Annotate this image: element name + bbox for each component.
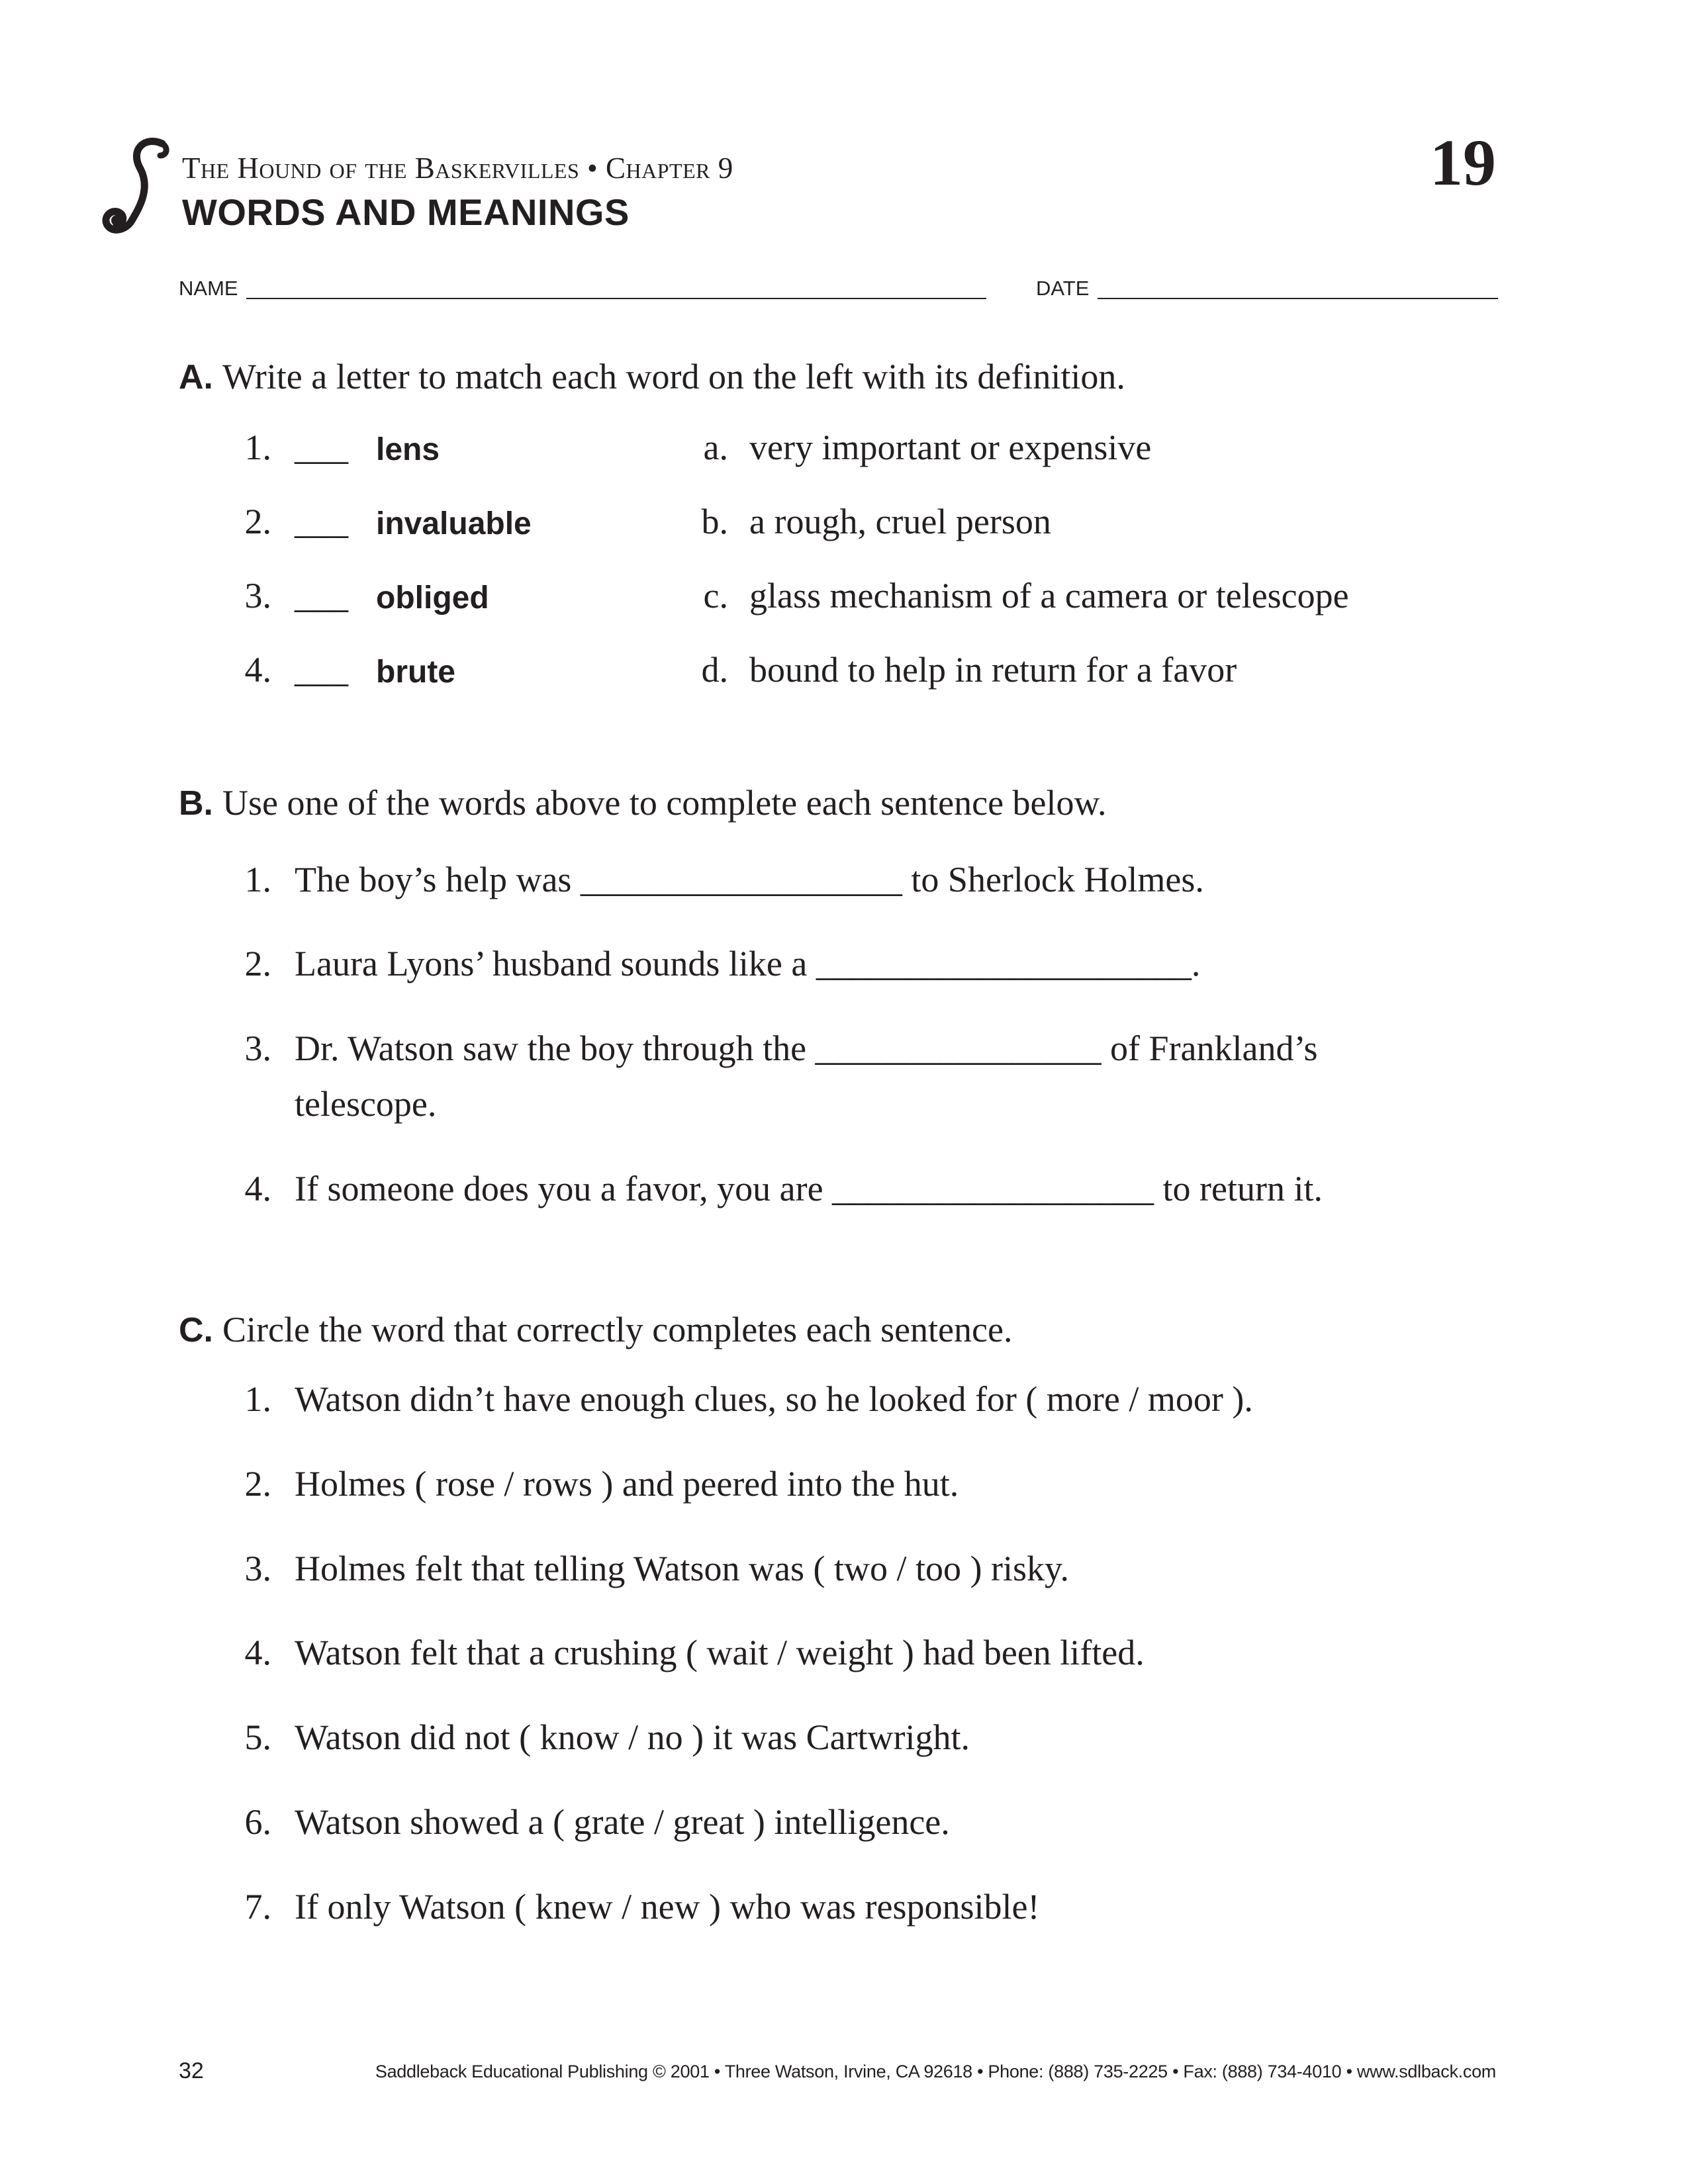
section-a-heading xyxy=(179,356,1125,397)
item-number: 4. xyxy=(244,650,271,690)
sentence[interactable]: Laura Lyons’ husband sounds like a _____________________. xyxy=(295,944,1201,983)
publisher-credit: Saddleback Educational Publishing © 2001 • Three Watson, Irvine, CA 92618 • Phone: (888) 735-2225 • Fax: (888) 734-4010 • www.sdlback.com xyxy=(375,2062,1496,2081)
section-b-instruction: Use one of the words above to complete each sentence below. xyxy=(222,783,1107,823)
definition-text: bound to help in return for a favor xyxy=(749,650,1237,690)
answer-blank[interactable]: ___ xyxy=(295,576,348,615)
sentence[interactable]: If only Watson ( knew / new ) who was responsible! xyxy=(295,1887,1040,1927)
vocab-word: lens xyxy=(376,432,440,467)
vocab-word: invaluable xyxy=(376,506,532,541)
sentence[interactable]: Watson showed a ( grate / great ) intelligence. xyxy=(295,1802,950,1842)
section-b-heading xyxy=(179,782,1107,823)
item-number: 1. xyxy=(244,428,271,467)
item-number: 3. xyxy=(244,1028,271,1068)
vocab-word: obliged xyxy=(376,580,489,615)
date-field[interactable] xyxy=(1098,298,1498,299)
name-field[interactable] xyxy=(246,298,986,299)
sentence[interactable]: Dr. Watson saw the boy through the ________________ of Frankland’s xyxy=(295,1028,1318,1068)
definition-letter: d. xyxy=(701,650,728,690)
sentence[interactable]: Holmes felt that telling Watson was ( two / too ) risky. xyxy=(295,1549,1069,1588)
answer-blank[interactable]: ___ xyxy=(295,502,348,541)
sentence[interactable]: Watson did not ( know / no ) it was Cartwright. xyxy=(295,1717,970,1757)
worksheet-title: WORDS AND MEANINGS xyxy=(182,191,630,233)
item-number: 4. xyxy=(244,1633,271,1672)
sentence-continuation: telescope. xyxy=(295,1084,437,1124)
page-number: 32 xyxy=(179,2058,204,2083)
name-label: NAME xyxy=(179,277,238,300)
item-number: 2. xyxy=(244,944,271,983)
sentence[interactable]: The boy’s help was __________________ to Sherlock Holmes. xyxy=(295,860,1204,899)
item-number: 6. xyxy=(244,1802,271,1842)
sentence[interactable]: Watson didn’t have enough clues, so he looked for ( more / moor ). xyxy=(295,1379,1253,1419)
section-a-instruction: Write a letter to match each word on the left with its definition. xyxy=(222,357,1125,396)
item-number: 4. xyxy=(244,1169,271,1208)
definition-letter: a. xyxy=(703,428,728,467)
definition-letter: c. xyxy=(703,576,728,615)
item-number: 5. xyxy=(244,1717,271,1757)
item-number: 3. xyxy=(244,576,271,615)
section-a-letter: A. xyxy=(179,358,213,396)
item-number: 1. xyxy=(244,860,271,899)
definition-text: a rough, cruel person xyxy=(749,502,1051,541)
item-number: 1. xyxy=(244,1379,271,1419)
sentence[interactable]: Watson felt that a crushing ( wait / weight ) had been lifted. xyxy=(295,1633,1145,1672)
section-c-letter: C. xyxy=(179,1311,213,1349)
definition-text: very important or expensive xyxy=(749,428,1152,467)
item-number: 3. xyxy=(244,1549,271,1588)
answer-blank[interactable]: ___ xyxy=(295,428,348,467)
clef-logo-icon xyxy=(99,136,179,242)
item-number: 2. xyxy=(244,1464,271,1504)
date-label: DATE xyxy=(1036,277,1090,300)
definition-letter: b. xyxy=(701,502,728,541)
item-number: 2. xyxy=(244,502,271,541)
section-b-letter: B. xyxy=(179,784,213,823)
section-c-heading xyxy=(179,1309,1012,1350)
sentence[interactable]: Holmes ( rose / rows ) and peered into the hut. xyxy=(295,1464,959,1504)
definition-text: glass mechanism of a camera or telescope xyxy=(749,576,1349,615)
item-number: 7. xyxy=(244,1887,271,1927)
vocab-word: brute xyxy=(376,655,455,690)
answer-blank[interactable]: ___ xyxy=(295,650,348,690)
series-title: The Hound of the Baskervilles • Chapter 9 xyxy=(182,152,733,185)
worksheet-number: 19 xyxy=(1430,126,1496,199)
section-c-instruction: Circle the word that correctly completes each sentence. xyxy=(222,1310,1013,1349)
sentence[interactable]: If someone does you a favor, you are __________________ to return it. xyxy=(295,1169,1323,1208)
